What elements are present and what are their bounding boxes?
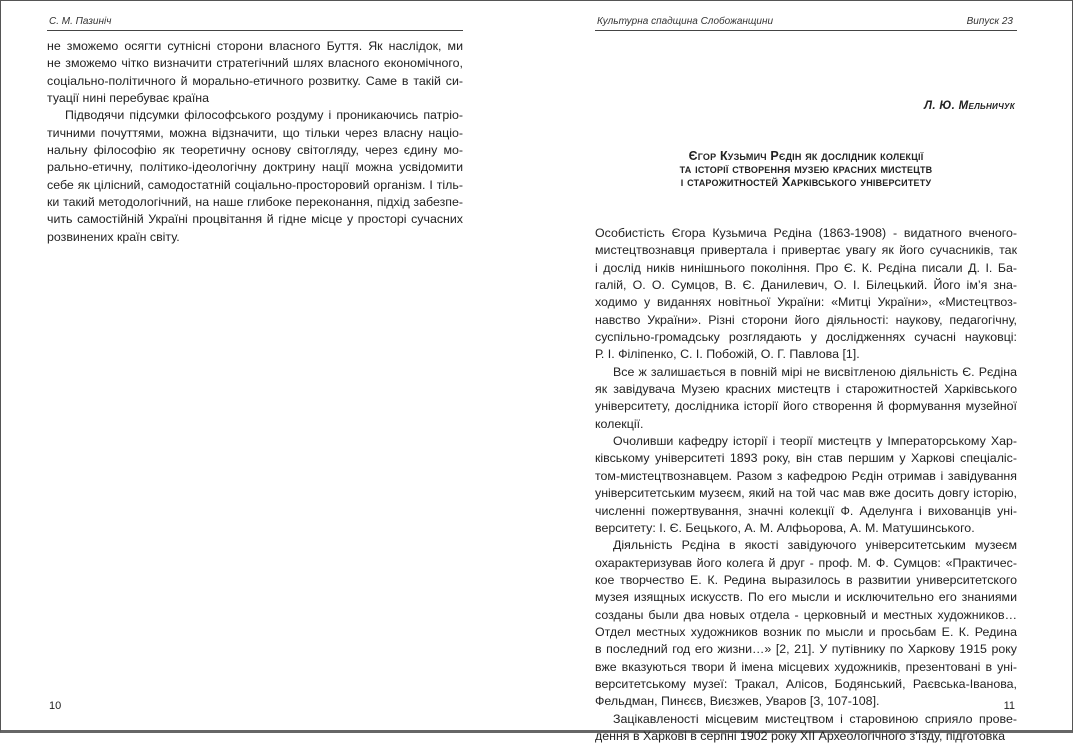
text-line: рально-етичну, політико-ідеологічну доктрину нації можна усвідомити xyxy=(47,160,463,175)
paragraph xyxy=(595,225,1017,364)
text-line: дення в Харкові в серпні 1902 року XII Археологічного з’їзду, підготовка xyxy=(595,728,1005,743)
issue-number: Випуск 23 xyxy=(966,16,1013,27)
text-line: том-мистецтвознавцем. Разом з кафедрою Рєдін отримав і завідування xyxy=(595,468,1017,483)
text-line: суспільно-громадську розглядають у дослідженнях сучасні науковці: xyxy=(595,330,1017,345)
text-line: Діяльність Рєдіна в якості завідуючого університетським музеєм xyxy=(613,538,1017,553)
text-line: верситетському музеї: Тракал, Алісов, Бодянський, Раєвська-Іванова, xyxy=(595,676,1017,691)
text-line: ки такий методологічний, на наше глибоке переконання, підхід забезпе- xyxy=(47,195,463,210)
header-author: С. М. Пазиніч xyxy=(49,16,112,27)
text-line: чить самостійній Україні процвітання й гідне місце у просторі сучасних xyxy=(47,212,463,227)
text-line: тичними почуттями, можна відзначити, що тільки через власну націо- xyxy=(47,125,463,140)
text-line: Все ж залишається в повній мірі не висвітленою діяльність Є. Рєдіна xyxy=(613,364,1017,379)
text-line: кое творчество Е. К. Редина выразилось в развитии университетского xyxy=(595,572,1017,587)
text-line: охарактеризував його колега й друг - проф. М. Ф. Сумцов: «Практичес- xyxy=(595,555,1017,570)
left-page xyxy=(47,0,463,733)
text-line: в последний год его жизни…» [2, 21]. У путівнику по Харкову 1915 року xyxy=(595,642,1017,657)
text-line: не зможемо осягти сутнісні сторони власного Буття. Як наслідок, ми xyxy=(47,39,463,53)
page-number: 11 xyxy=(1003,700,1015,712)
article-author: Л. Ю. Мельничук xyxy=(924,100,1015,112)
text-line: Отдел местных художников возник по мысли и просьбам Е. К. Редина xyxy=(595,624,1017,639)
text-line: Р. І. Філіпенко, С. І. Побожій, О. Г. Павлова [1]. xyxy=(595,347,860,362)
body-text xyxy=(47,38,463,246)
paragraph xyxy=(47,38,463,107)
paragraph xyxy=(595,711,1017,745)
title-line: Єгор Кузьмич Рєдін як дослідник колекції xyxy=(688,149,924,163)
text-line: ківському університеті 1893 року, він став першим у Харкові спеціаліс- xyxy=(595,451,1017,466)
title-line: і старожитностей Харківського університету xyxy=(680,175,932,189)
text-line: соціально-політичного й морально-етичного розвитку. Саме в такій си- xyxy=(47,73,463,88)
text-line: туації нині перебуває країна xyxy=(47,91,210,106)
body-text xyxy=(595,225,1017,745)
paragraph xyxy=(595,364,1017,433)
text-line: себе як цілісний, самодостатній соціально-просторовий організм. І тіль- xyxy=(47,177,463,192)
text-line: музея изящных искусств. По его мысли и исключительно его знаниями xyxy=(595,590,1017,605)
text-line: і дослід ників нинішнього покоління. Про Є. К. Рєдіна писали Д. І. Ба- xyxy=(595,260,1017,275)
journal-title: Культурна спадщина Слобожанщини xyxy=(597,16,774,27)
text-line: галій, О. О. Сумцов, В. Є. Данилевич, О. І. Білецький. Його ім’я зна- xyxy=(595,278,1017,293)
page-number: 10 xyxy=(49,700,62,712)
paragraph xyxy=(595,537,1017,710)
text-line: не зможемо чітко визначити стратегічний шлях власного економічного, xyxy=(47,56,463,71)
text-line: навство України». Різні сторони його діяльності: наукову, педагогічну, xyxy=(595,312,1017,327)
text-line: Підводячи підсумки філософського роздуму і проникаючись патріо- xyxy=(65,108,463,123)
right-page xyxy=(595,0,1017,743)
text-line: Фельдман, Пинєєв, Виєзжев, Уваров [3, 107-108]. xyxy=(595,694,880,709)
text-line: університетським музеєм, який на той час мав вже досить довгу історію, xyxy=(595,486,1017,501)
running-header xyxy=(47,16,463,31)
text-line: колекції. xyxy=(595,416,644,431)
text-line: нальну філософію як теоретичну основу світогляду, через єдину мо- xyxy=(47,143,463,158)
text-line: ходимо у виданнях новітньої України: «Митці України», «Мистецтвоз- xyxy=(595,295,1017,310)
article-title xyxy=(595,150,1017,189)
paragraph xyxy=(595,433,1017,537)
text-line: верситету: І. Є. Бецького, А. М. Алфьорова, А. М. Матушинського. xyxy=(595,520,975,535)
title-line: та історії створення музею красних мистецтв xyxy=(679,162,933,176)
text-line: Зацікавленості місцевим мистецтвом і старовиною сприяло прове- xyxy=(613,711,1017,726)
text-line: созданы были два новых отдела - церковный и местных художников… xyxy=(595,607,1017,622)
text-line: розвинених країн світу. xyxy=(47,229,180,244)
text-line: численні пожертвування, значні колекції Ф. Аделунга і вихованців уні- xyxy=(595,503,1017,518)
paragraph xyxy=(47,107,463,246)
text-line: мистецтвознавця привертала і привертає увагу як його сучасників, так xyxy=(595,243,1017,258)
text-line: як завідувача Музею красних мистецтв і старожитностей Харківського xyxy=(595,382,1017,397)
text-line: університету, дослідника історії його створення й формування музейної xyxy=(595,399,1017,414)
running-header xyxy=(595,16,1017,31)
text-line: Особистість Єгора Кузьмича Рєдіна (1863-1908) - видатного вченого- xyxy=(595,226,1017,240)
text-line: Очоливши кафедру історії і теорії мистецтв у Імператорському Хар- xyxy=(613,434,1017,449)
text-line: вже вказуються твори й імена місцевих художників, презентовані в уні- xyxy=(595,659,1017,674)
